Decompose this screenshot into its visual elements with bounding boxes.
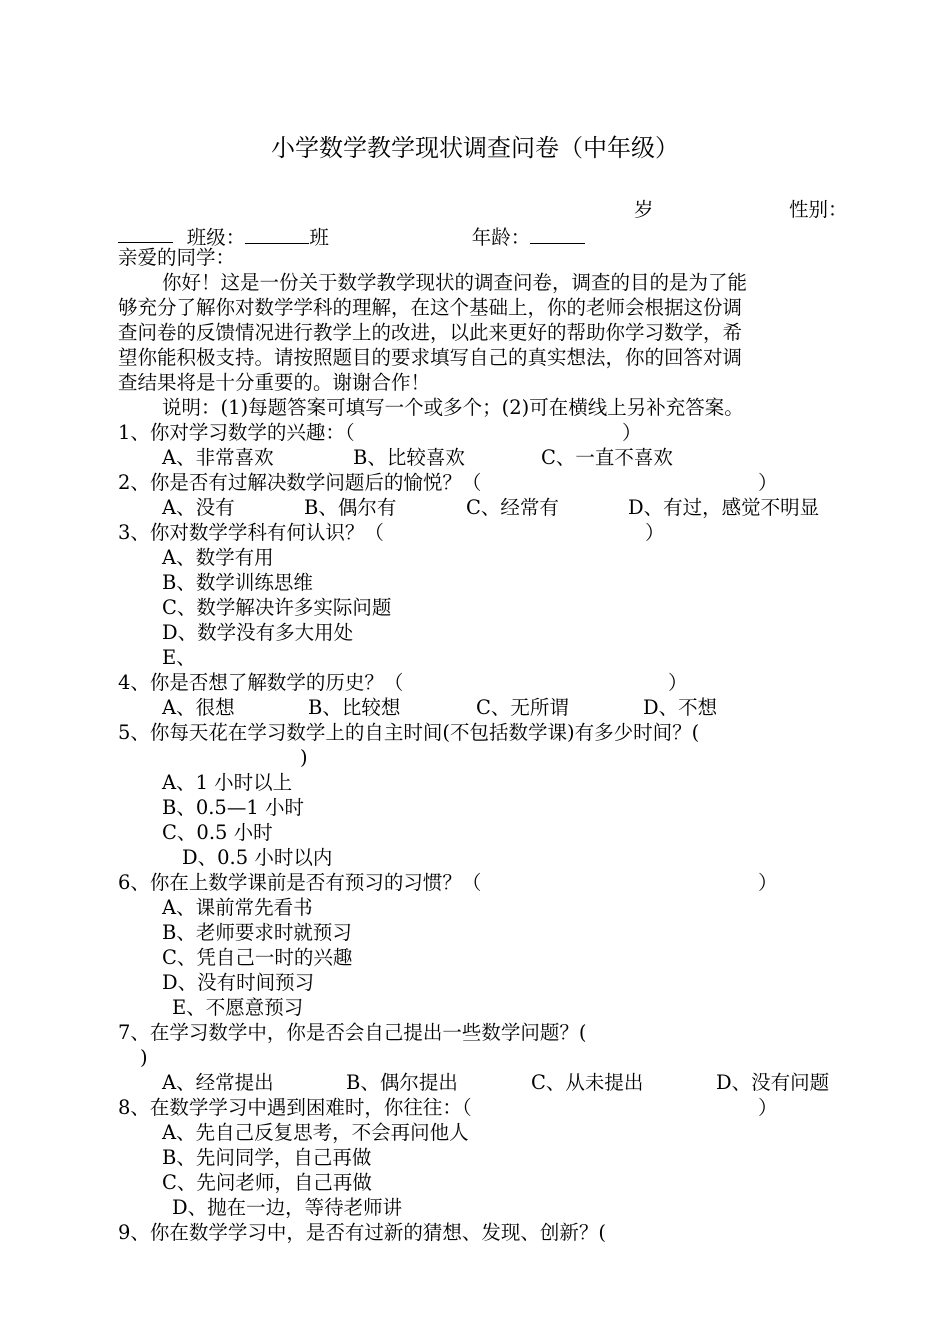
age-suffix: 岁 <box>634 198 654 221</box>
class-suffix: 班 <box>309 225 329 249</box>
question-8: 8、在数学学习中遇到困难时，你往往：（ <box>118 1096 472 1119</box>
intro-line: 够充分了解你对数学学科的理解，在这个基础上，你的老师会根据这份调 <box>118 296 743 319</box>
age-blank[interactable] <box>530 223 585 244</box>
q4-option-b[interactable]: B、比较想 <box>308 696 401 719</box>
q6-option-d[interactable]: D、没有时间预习 <box>162 971 315 994</box>
q4-close: ） <box>668 671 688 694</box>
question-3: 3、你对数学学科有何认识？（ <box>118 521 384 544</box>
q7-close: ) <box>140 1046 148 1069</box>
question-2: 2、你是否有过解决数学问题后的愉悦？（ <box>118 471 482 494</box>
intro-line: 查结果将是十分重要的。谢谢合作！ <box>118 371 431 394</box>
q2-option-d[interactable]: D、有过，感觉不明显 <box>628 496 820 519</box>
intro-line: 望你能积极支持。请按照题目的要求填写自己的真实想法，你的回答对调 <box>118 346 743 369</box>
q4-option-d[interactable]: D、不想 <box>643 696 718 719</box>
q6-option-b[interactable]: B、老师要求时就预习 <box>162 921 352 944</box>
age-field <box>447 198 585 275</box>
class-label: 班级： <box>186 225 246 249</box>
q8-close: ） <box>758 1096 778 1119</box>
intro-line: 你好！这是一份关于数学教学现状的调查问卷，调查的目的是为了能 <box>162 271 748 294</box>
q7-option-a[interactable]: A、经常提出 <box>162 1071 274 1094</box>
q5-option-b[interactable]: B、0.5—1 小时 <box>162 796 304 819</box>
q2-option-a[interactable]: A、没有 <box>162 496 235 519</box>
q1-option-a[interactable]: A、非常喜欢 <box>162 446 274 469</box>
q5-option-c[interactable]: C、0.5 小时 <box>162 821 273 844</box>
class-blank[interactable] <box>245 223 309 244</box>
gender-label: 性别： <box>789 198 848 221</box>
question-4: 4、你是否想了解数学的历史？（ <box>118 671 404 694</box>
q6-option-c[interactable]: C、凭自己一时的兴趣 <box>162 946 353 969</box>
q4-option-a[interactable]: A、很想 <box>162 696 235 719</box>
q5-close: ) <box>300 746 308 769</box>
q3-close: ） <box>645 521 665 544</box>
q7-option-c[interactable]: C、从未提出 <box>531 1071 644 1094</box>
q2-option-c[interactable]: C、经常有 <box>466 496 559 519</box>
question-9: 9、你在数学学习中，是否有过新的猜想、发现、创新？( <box>118 1221 607 1244</box>
q2-option-b[interactable]: B、偶尔有 <box>304 496 397 519</box>
q6-close: ） <box>758 871 778 894</box>
question-5: 5、你每天花在学习数学上的自主时间(不包括数学课)有多少时间？( <box>118 721 700 744</box>
q4-option-c[interactable]: C、无所谓 <box>476 696 569 719</box>
page-title: 小学数学教学现状调查问卷（中年级） <box>271 134 679 162</box>
q6-option-e[interactable]: E、不愿意预习 <box>172 996 304 1019</box>
q1-close: ） <box>622 421 642 444</box>
q3-option-c[interactable]: C、数学解决许多实际问题 <box>162 596 392 619</box>
q8-option-c[interactable]: C、先问老师，自己再做 <box>162 1171 372 1194</box>
question-7: 7、在学习数学中，你是否会自己提出一些数学问题？( <box>118 1021 587 1044</box>
greeting: 亲爱的同学： <box>118 246 236 269</box>
q6-option-a[interactable]: A、课前常先看书 <box>162 896 313 919</box>
q8-option-d[interactable]: D、抛在一边，等待老师讲 <box>172 1196 403 1219</box>
question-1: 1、你对学习数学的兴趣：（ <box>118 421 355 444</box>
gender-blank[interactable] <box>118 222 173 243</box>
q2-close: ） <box>758 471 778 494</box>
q3-option-a[interactable]: A、数学有用 <box>162 546 274 569</box>
question-6: 6、你在上数学课前是否有预习的习惯？（ <box>118 871 482 894</box>
q5-option-d[interactable]: D、0.5 小时以内 <box>182 846 333 869</box>
q8-option-a[interactable]: A、先自己反复思考，不会再问他人 <box>162 1121 469 1144</box>
instruction-note: 说明：(1)每题答案可填写一个或多个；(2)可在横线上另补充答案。 <box>162 396 744 419</box>
age-label: 年龄： <box>471 225 531 249</box>
q5-option-a[interactable]: A、1 小时以上 <box>162 771 293 794</box>
q3-option-b[interactable]: B、数学训练思维 <box>162 571 313 594</box>
q3-option-e[interactable]: E、 <box>162 646 196 669</box>
q8-option-b[interactable]: B、先问同学，自己再做 <box>162 1146 372 1169</box>
intro-line: 查问卷的反馈情况进行教学上的改进，以此来更好的帮助你学习数学，希 <box>118 321 743 344</box>
q7-option-d[interactable]: D、没有问题 <box>716 1071 830 1094</box>
q7-option-b[interactable]: B、偶尔提出 <box>346 1071 458 1094</box>
q3-option-d[interactable]: D、数学没有多大用处 <box>162 621 354 644</box>
q1-option-b[interactable]: B、比较喜欢 <box>353 446 465 469</box>
q1-option-c[interactable]: C、一直不喜欢 <box>541 446 673 469</box>
